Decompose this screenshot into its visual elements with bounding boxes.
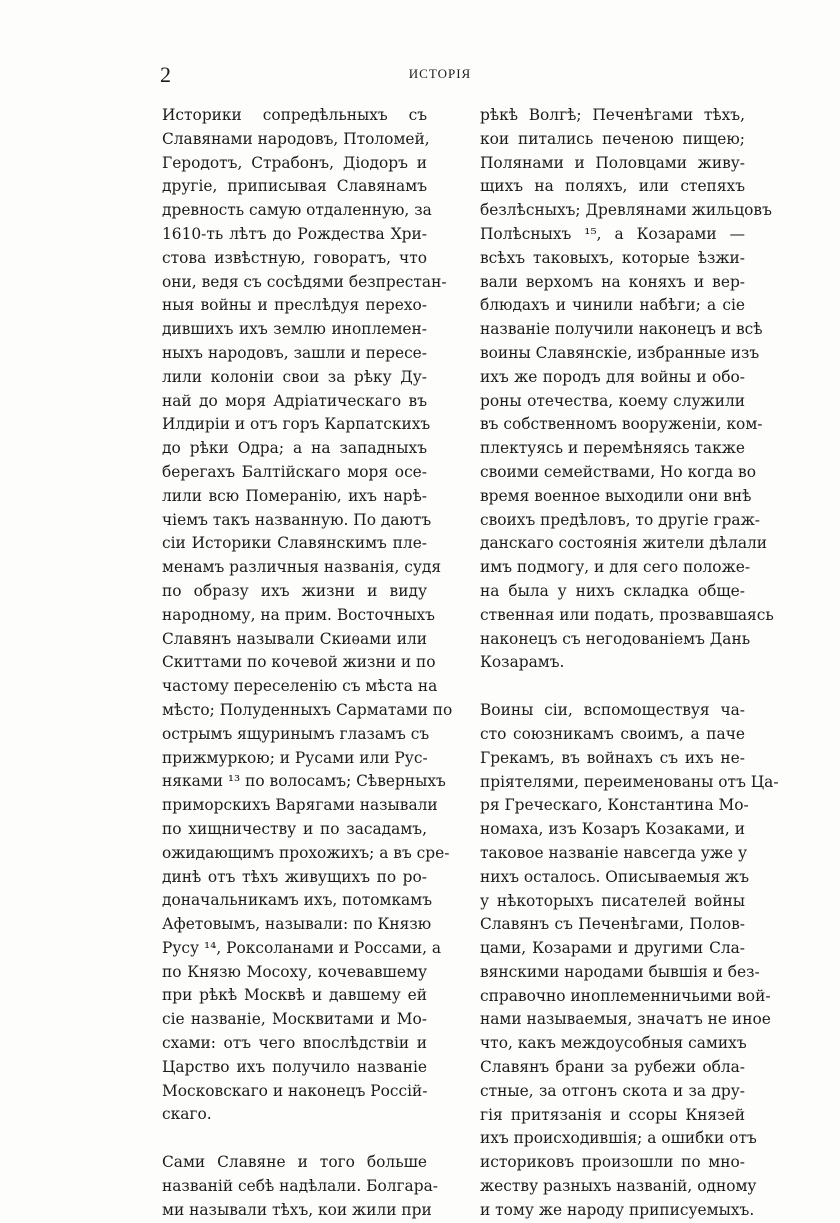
text-line: въ собственномъ вооруженіи, ком- — [480, 415, 763, 434]
text-line: нихъ осталось. Описываемыя жъ — [480, 867, 750, 886]
text-line: Славянами народовъ, Птоломей, — [162, 129, 430, 148]
text-line: Геродотъ, Страбонъ, Діодоръ и — [162, 153, 427, 172]
text-line: до рѣки Одра; а на западныхъ — [162, 439, 427, 458]
text-line: ми называли тѣхъ, кои жили при — [162, 1200, 432, 1219]
text-line: Московскаго и наконецъ Россій- — [162, 1081, 428, 1100]
text-line: частому переселенію съ мѣста на — [162, 677, 438, 696]
text-line: при рѣкѣ Москвѣ и давшему ей — [162, 986, 427, 1005]
text-line: по Князю Мосоху, кочевавшему — [162, 962, 427, 981]
text-line: на была у нихъ складка обще- — [480, 581, 745, 600]
text-line: ныя войны и преслѣдуя перехо- — [162, 296, 427, 315]
text-line: справочно иноплеменничьими вой- — [480, 986, 771, 1005]
text-line: стова извѣстную, говоратъ, что — [162, 248, 427, 267]
text-line: стные, за отгонъ скота и за дру- — [480, 1081, 745, 1100]
text-line: Илдиріи и отъ горъ Карпатскихъ — [162, 415, 431, 434]
text-line: по хищничеству и по засадамъ, — [162, 819, 427, 838]
text-line: своихъ предѣловъ, то другіе граж- — [480, 510, 760, 529]
text-line: рѣкѣ Волгѣ; Печенѣгами тѣхъ, — [480, 106, 745, 124]
text-line: историковъ произошли по мно- — [480, 1153, 745, 1172]
text-line: Воины сіи, вспомоществуя ча- — [480, 701, 745, 720]
text-line: сто союзникамъ своимъ, а паче — [480, 724, 745, 743]
text-line: таковое названіе навсегда уже у — [480, 843, 748, 862]
text-line: Славянъ называли Скиѳами или — [162, 629, 427, 648]
text-line: воины Славянскіе, избранные изъ — [480, 343, 760, 362]
text-line: ственная или подать, прозвавшаясь — [480, 605, 774, 624]
page-number: 2 — [160, 62, 171, 87]
text-line: най до моря Адріатическаго въ — [162, 391, 427, 410]
text-line: скаго. — [162, 1105, 212, 1124]
text-line: приморскихъ Варягами называли — [162, 796, 438, 815]
text-line: Полѣсныхъ ¹⁵, а Козарами — — [480, 224, 745, 243]
text-line: безлѣсныхъ; Древлянами жильцовъ — [480, 201, 772, 220]
text-line: дившихъ ихъ землю иноплемен- — [162, 320, 427, 339]
left-paragraph-1 — [162, 104, 453, 1127]
text-line: щихъ на поляхъ, или степяхъ — [480, 177, 745, 196]
text-line: гія притязанія и ссоры Князей — [480, 1105, 745, 1124]
text-line: имъ подмогу, и для сего положе- — [480, 558, 751, 577]
text-line: лили всю Померанію, ихъ нарѣ- — [162, 486, 427, 505]
text-line: сіи Историки Славянскимъ пле- — [162, 534, 427, 553]
text-line: народному, на прим. Восточныхъ — [162, 605, 435, 624]
text-line: схами: отъ чего впослѣдствіи и — [162, 1034, 427, 1053]
text-line: плектуясь и перемѣняясь также — [480, 439, 745, 458]
text-line: Русу ¹⁴, Роксоланами и Россами, а — [162, 938, 442, 957]
text-line: жеству разныхъ названій, одному — [480, 1177, 757, 1196]
text-line: названіе получили наконецъ и всѣ — [480, 320, 763, 339]
text-line: менамъ различныя названія, судя — [162, 558, 442, 577]
text-line: блюдахъ и чинили набѣги; а сіе — [480, 296, 745, 315]
text-line: нами называемыя, значатъ не иное — [480, 1010, 771, 1029]
text-line: и тому же народу приписуемыхъ. — [480, 1200, 755, 1219]
text-line: няками ¹³ по волосамъ; Сѣверныхъ — [162, 772, 446, 791]
text-line: другіе, приписывая Славянамъ — [162, 177, 427, 196]
text-line: Царство ихъ получило названіе — [162, 1057, 427, 1076]
left-paragraph-2 — [162, 1151, 438, 1222]
text-line: древность самую отдаленную, за — [162, 201, 432, 220]
text-line: Историки сопредѣльныхъ съ — [162, 106, 427, 124]
text-line: лили колоніи свои за рѣку Ду- — [162, 367, 427, 386]
text-line: Славянъ съ Печенѣгами, Полов- — [480, 915, 745, 934]
text-line: по образу ихъ жизни и виду — [162, 581, 427, 600]
text-line: чіемъ такъ названную. По даютъ — [162, 510, 432, 529]
text-line: пріятелями, переименованы отъ Ца- — [480, 772, 779, 791]
text-line: ихъ же породъ для войны и обо- — [480, 367, 745, 386]
text-line: всѣхъ таковыхъ, которые ѣзжи- — [480, 248, 745, 267]
right-paragraph-2 — [480, 699, 779, 1223]
text-line: ря Греческаго, Константина Мо- — [480, 796, 749, 815]
text-line: вали верхомъ на коняхъ и вер- — [480, 272, 745, 291]
text-line: вянскими народами бывшія и без- — [480, 962, 760, 981]
text-line: ихъ происходившія; а ошибки отъ — [480, 1129, 757, 1148]
right-paragraph-1 — [480, 104, 774, 675]
text-line: острымъ ящуринымъ глазамъ съ — [162, 724, 430, 743]
text-line: динѣ отъ тѣхъ живущихъ по ро- — [162, 867, 427, 886]
text-line: Славянъ брани за рубежи обла- — [480, 1058, 745, 1077]
text-line: время военное выходили они внѣ — [480, 486, 752, 505]
text-line: сіе названіе, Москвитами и Мо- — [162, 1010, 427, 1029]
text-line: своими семействами, Но когда во — [480, 462, 756, 481]
text-line: Афетовымъ, называли: по Князю — [162, 915, 432, 934]
text-line: 1610-ть лѣтъ до Рождества Хри- — [162, 224, 427, 243]
text-line: цами, Козарами и другими Сла- — [480, 939, 745, 958]
text-line: Грекамъ, въ войнахъ съ ихъ не- — [480, 748, 745, 767]
text-line: доначальникамъ ихъ, потомкамъ — [162, 891, 432, 910]
text-line: Полянами и Половцами живу- — [480, 153, 745, 172]
text-line: что, какъ междоусобныя самихъ — [480, 1034, 747, 1053]
text-line: берегахъ Балтійскаго моря осе- — [162, 462, 427, 481]
text-line: ожидающимъ прохожихъ; а въ сре- — [162, 843, 450, 862]
text-line: кои питались печеною пищею; — [480, 129, 745, 148]
text-line: Сами Славяне и того больше — [162, 1153, 427, 1172]
text-line: роны отечества, коему служили — [480, 391, 745, 410]
left-column — [162, 104, 453, 1223]
text-line: мѣсто; Полуденныхъ Сарматами по — [162, 700, 453, 719]
right-column — [480, 104, 779, 1223]
text-line: у нѣкоторыхъ писателей войны — [480, 891, 745, 910]
text-line: номаха, изъ Козаръ Козаками, и — [480, 820, 745, 839]
text-line: наконецъ съ негодованіемъ Дань — [480, 629, 751, 648]
text-line: Козарамъ. — [480, 653, 565, 672]
text-line: названій себѣ надѣлали. Болгара- — [162, 1177, 438, 1196]
text-line: данскаго состоянія жители дѣлали — [480, 534, 768, 553]
text-line: прижмуркою; и Русами или Рус- — [162, 748, 428, 767]
text-line: ныхъ народовъ, зашли и пересе- — [162, 343, 427, 362]
running-head: ИСТОРІЯ — [408, 66, 472, 81]
text-line: они, ведя съ сосѣдями безпрестан- — [162, 272, 447, 291]
text-line: Скиттами по кочевой жизни и по — [162, 653, 436, 672]
